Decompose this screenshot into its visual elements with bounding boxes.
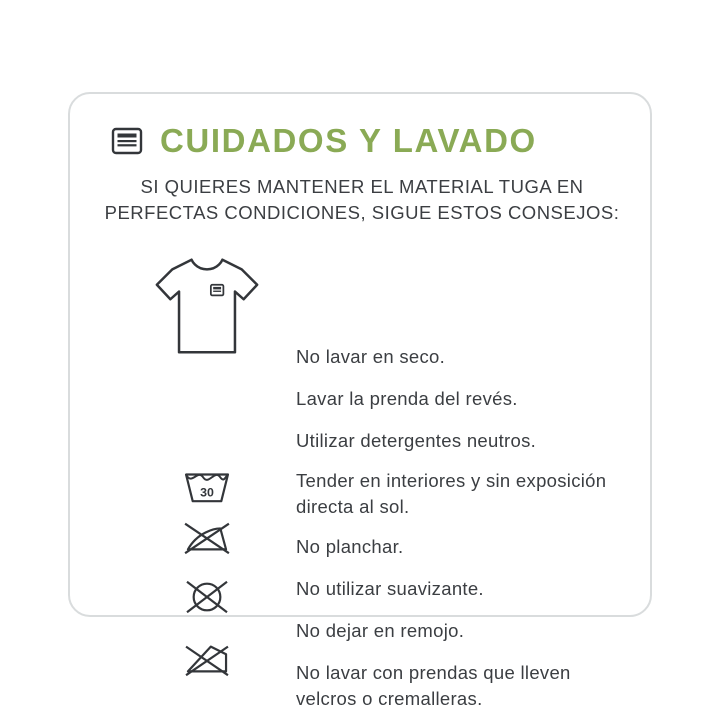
subtitle-line-1: SI QUIERES MANTENER EL MATERIAL TUGA EN: [140, 176, 584, 197]
care-instruction-text: No lavar con prendas que lleven: [296, 662, 571, 683]
care-instruction-item: [296, 576, 626, 602]
tuga-logo-icon: [110, 124, 144, 158]
care-icons-column: [142, 246, 272, 596]
wash-30-icon: [142, 464, 272, 506]
care-instruction-text: No planchar.: [296, 536, 404, 557]
care-instruction-text: Utilizar detergentes neutros.: [296, 430, 537, 451]
svg-text:30: 30: [200, 485, 214, 500]
care-instruction-text-cont: velcros o cremalleras.: [296, 687, 483, 709]
tshirt-icon: [142, 246, 272, 366]
care-instruction-text: No utilizar suavizante.: [296, 578, 484, 599]
care-instruction-text: No lavar en seco.: [296, 346, 446, 367]
care-instruction-text-cont: directa al sol.: [296, 495, 410, 517]
care-instruction-item: [296, 534, 626, 560]
card-header: [110, 122, 537, 160]
no-iron-icon: [142, 516, 272, 558]
care-instructions-card: [68, 92, 652, 709]
card-subtitle: [70, 174, 654, 227]
no-soak-icon: [142, 576, 272, 618]
no-velcro-icon: [142, 638, 272, 680]
care-content: [70, 246, 654, 709]
subtitle-line-2: PERFECTAS CONDICIONES, SIGUE ESTOS CONSEJOS:: [104, 202, 620, 224]
care-instruction-item: [296, 660, 626, 712]
care-instruction-text: No dejar en remojo.: [296, 620, 465, 641]
care-instruction-item: [296, 468, 626, 520]
care-instruction-text: Tender en interiores y sin exposición: [296, 470, 607, 491]
care-instruction-item: [296, 344, 626, 370]
page-title: CUIDADOS Y LAVADO: [160, 122, 537, 159]
care-instruction-item: [296, 618, 626, 644]
care-instruction-text: Lavar la prenda del revés.: [296, 388, 518, 409]
care-instruction-item: [296, 386, 626, 412]
care-instruction-item: [296, 428, 626, 454]
